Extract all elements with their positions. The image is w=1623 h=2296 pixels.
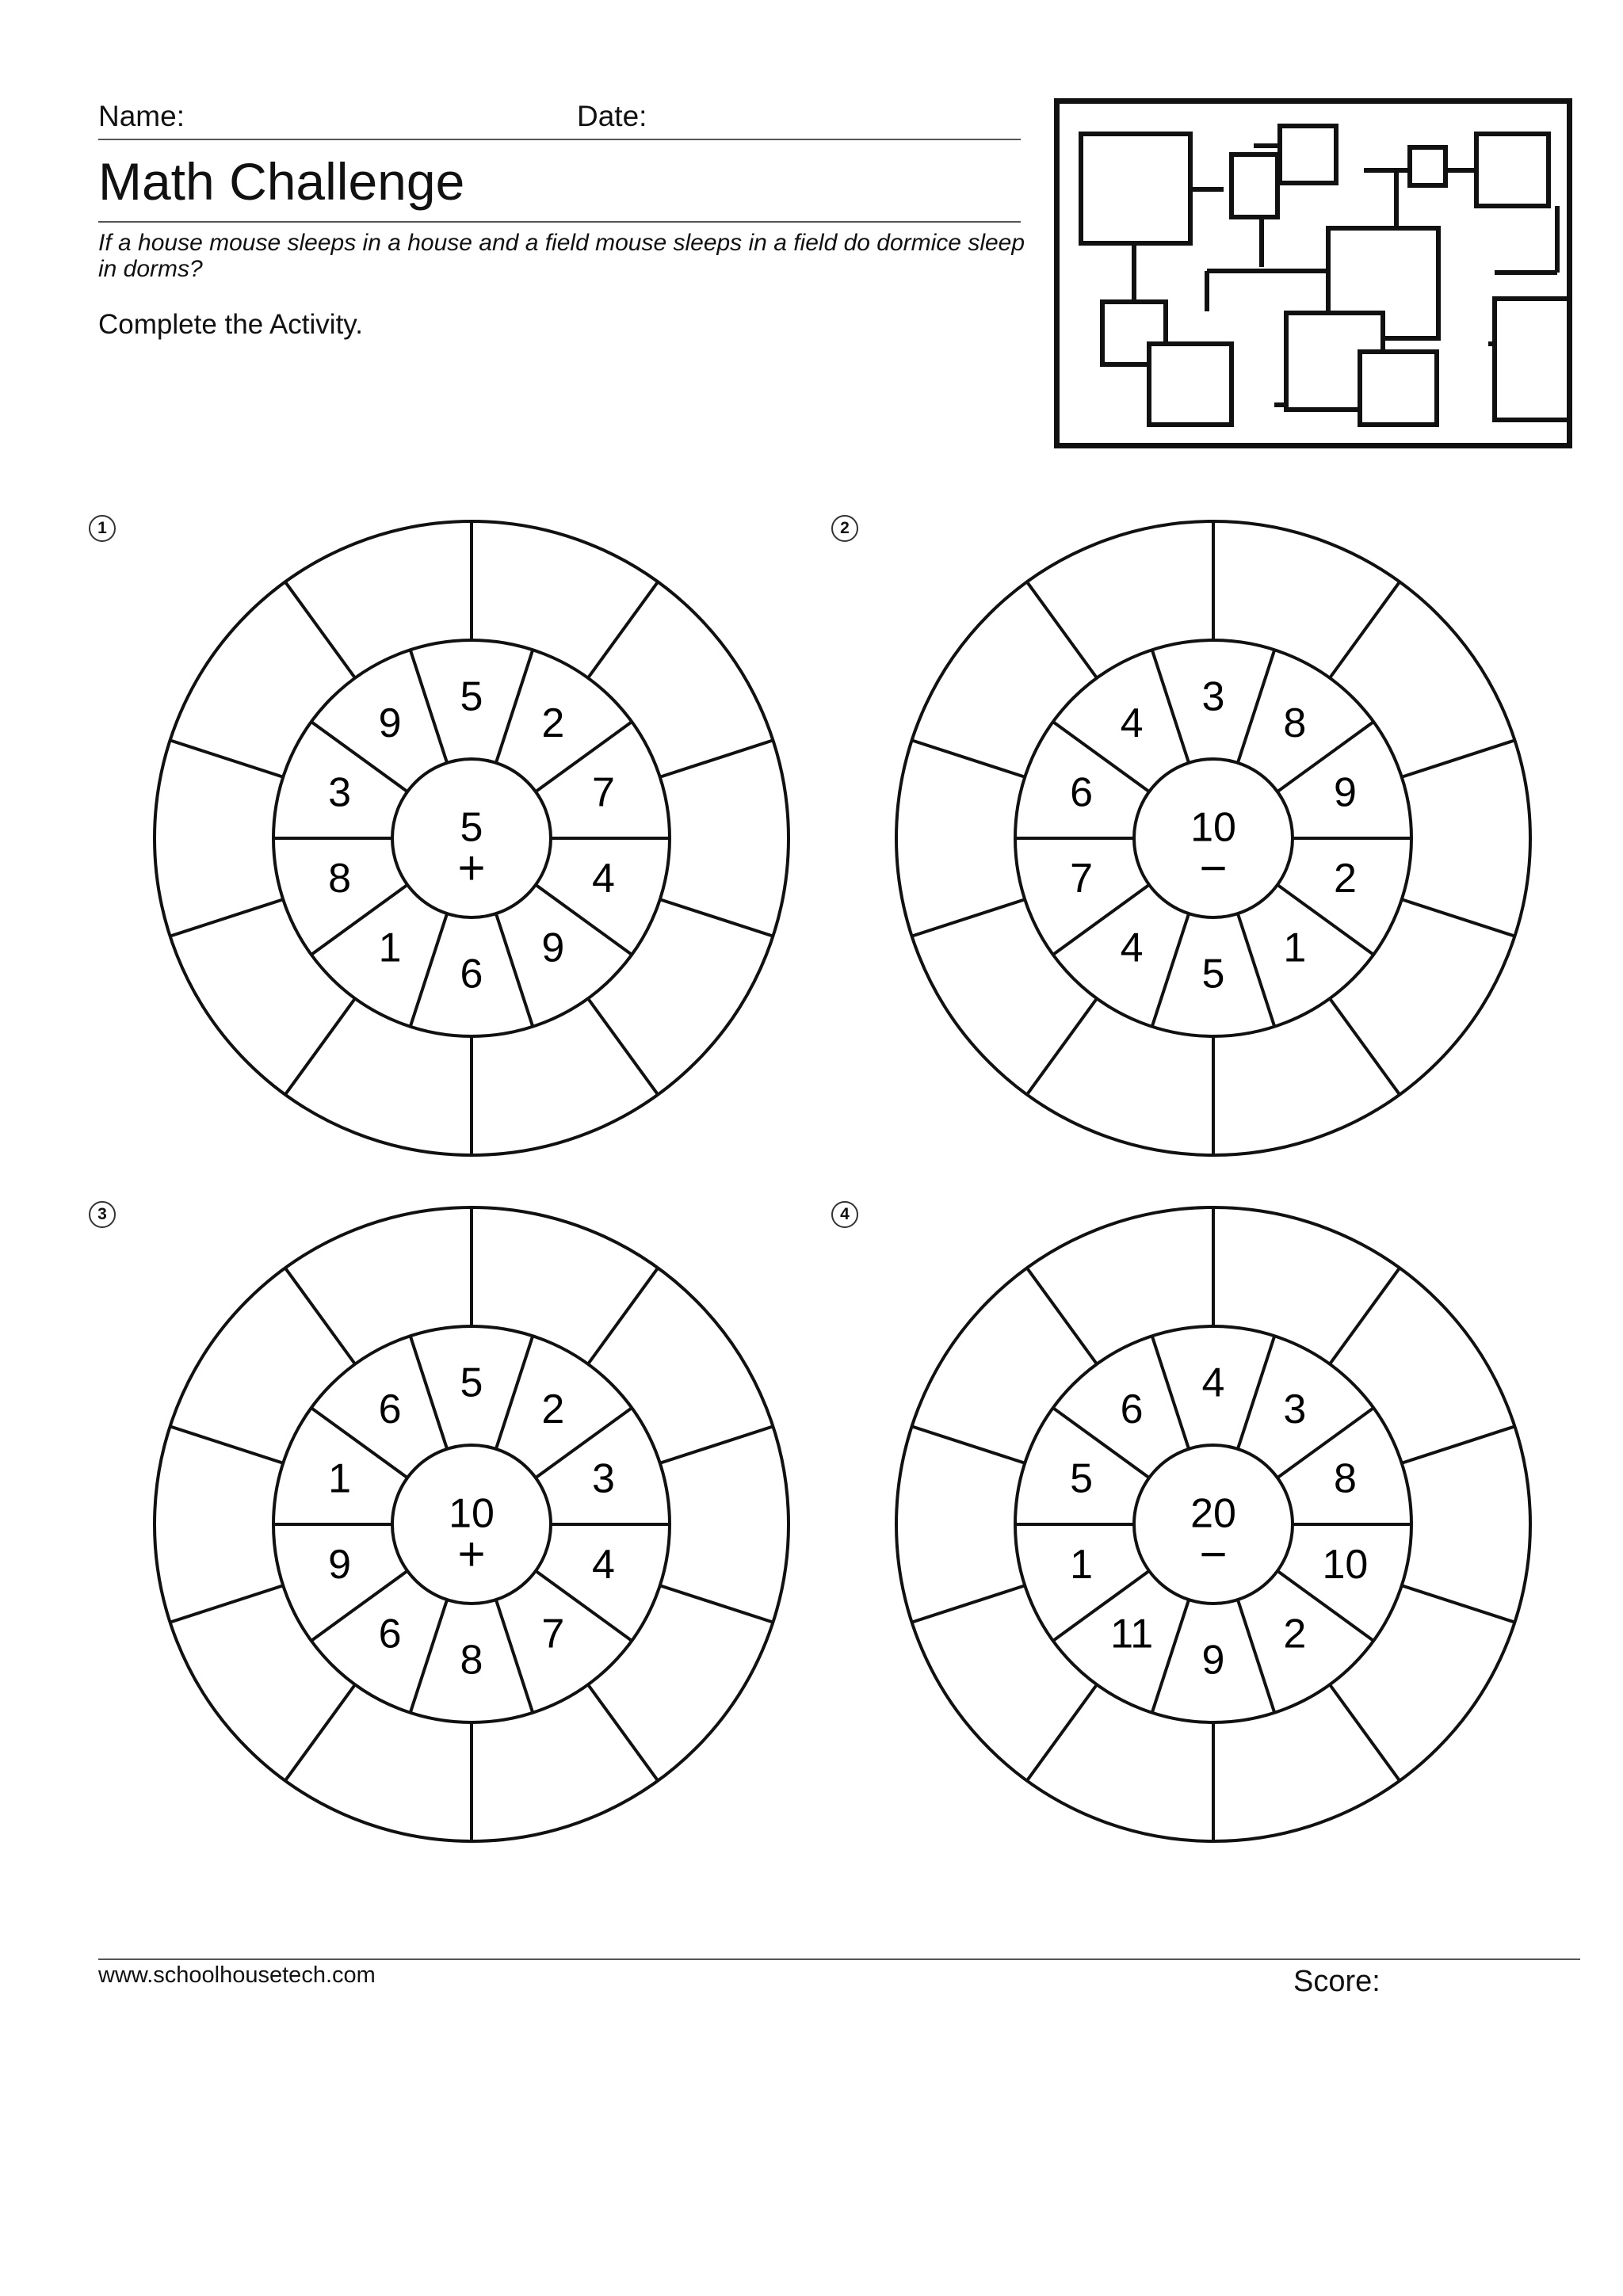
inner-number: 3 xyxy=(1283,1386,1307,1433)
answer-cell[interactable] xyxy=(1249,550,1336,637)
outer-spoke xyxy=(170,740,284,776)
outer-spoke xyxy=(660,899,773,936)
answer-cell[interactable] xyxy=(961,946,1048,1033)
inner-number: 6 xyxy=(378,1386,402,1433)
number-wheel-3 xyxy=(147,1199,796,1849)
center-value: 10 xyxy=(449,1490,495,1537)
center-value: 10 xyxy=(1190,804,1236,851)
instruction-text: Complete the Activity. xyxy=(98,309,363,340)
outer-spoke xyxy=(912,1585,1025,1622)
operator-symbol: − xyxy=(1199,841,1228,894)
outer-spoke xyxy=(912,740,1025,776)
inner-spoke xyxy=(411,650,447,763)
answer-cell[interactable] xyxy=(636,643,724,730)
inner-number: 4 xyxy=(591,855,615,902)
inner-number: 9 xyxy=(1201,1637,1225,1684)
inner-number: 9 xyxy=(1333,769,1357,816)
footer-url: www.schoolhousetech.com xyxy=(98,1962,376,1988)
answer-cell[interactable] xyxy=(685,1481,773,1568)
inner-spoke xyxy=(411,913,447,1027)
answer-cell[interactable] xyxy=(636,1329,724,1417)
inner-spoke xyxy=(496,1336,533,1449)
problem-number: 4 xyxy=(831,1201,858,1228)
inner-spoke xyxy=(1152,913,1189,1027)
operator-symbol: − xyxy=(1199,1527,1228,1581)
answer-cell[interactable] xyxy=(685,795,773,882)
inner-spoke xyxy=(496,913,533,1027)
outer-spoke xyxy=(170,899,284,936)
date-label: Date: xyxy=(577,100,647,132)
outer-spoke xyxy=(170,1426,284,1463)
inner-number: 3 xyxy=(328,769,352,816)
answer-cell[interactable] xyxy=(349,550,436,637)
answer-cell[interactable] xyxy=(1090,1726,1178,1813)
center-value: 5 xyxy=(460,804,483,851)
answer-cell[interactable] xyxy=(507,1726,594,1813)
inner-spoke xyxy=(496,650,533,763)
title-divider xyxy=(98,221,1021,223)
inner-number: 11 xyxy=(1110,1611,1154,1657)
center-value: 20 xyxy=(1190,1490,1236,1537)
answer-cell[interactable] xyxy=(636,946,724,1033)
number-wheel-1 xyxy=(147,513,796,1163)
answer-cell[interactable] xyxy=(507,1039,594,1127)
answer-cell[interactable] xyxy=(912,795,999,882)
score-label: Score: xyxy=(1293,1965,1381,1998)
answer-cell[interactable] xyxy=(349,1039,436,1127)
answer-cell[interactable] xyxy=(507,550,594,637)
quote-text: If a house mouse sleeps in a house and a field mouse sleeps in a field do dormice sleep in dorms? xyxy=(98,230,1025,282)
inner-number: 3 xyxy=(591,1455,615,1502)
outer-spoke xyxy=(912,1426,1025,1463)
inner-number: 2 xyxy=(541,1386,565,1433)
outer-spoke xyxy=(660,740,773,776)
answer-cell[interactable] xyxy=(349,1726,436,1813)
number-wheel-4 xyxy=(888,1199,1538,1849)
logo xyxy=(1054,98,1572,448)
inner-number: 1 xyxy=(1283,925,1307,971)
answer-cell[interactable] xyxy=(961,1632,1048,1719)
inner-number: 8 xyxy=(1283,700,1307,747)
inner-number: 5 xyxy=(1070,1455,1094,1502)
outer-spoke xyxy=(912,899,1025,936)
inner-number: 2 xyxy=(1283,1611,1307,1657)
inner-number: 7 xyxy=(1070,855,1094,902)
inner-number: 5 xyxy=(1201,951,1225,997)
problem-number: 1 xyxy=(89,515,116,542)
answer-cell[interactable] xyxy=(1378,946,1465,1033)
inner-number: 4 xyxy=(591,1541,615,1588)
inner-number: 8 xyxy=(460,1637,483,1684)
answer-cell[interactable] xyxy=(1378,1632,1465,1719)
inner-number: 2 xyxy=(541,700,565,747)
inner-number: 7 xyxy=(591,769,615,816)
inner-spoke xyxy=(1238,1600,1274,1713)
inner-number: 1 xyxy=(328,1455,352,1502)
footer-divider xyxy=(98,1958,1580,1960)
inner-number: 1 xyxy=(378,925,402,971)
inner-spoke xyxy=(1152,650,1189,763)
problem-number: 2 xyxy=(831,515,858,542)
inner-number: 6 xyxy=(1070,769,1094,816)
operator-symbol: + xyxy=(457,841,486,894)
answer-cell[interactable] xyxy=(1378,643,1465,730)
inner-number: 3 xyxy=(1201,673,1225,720)
inner-spoke xyxy=(411,1336,447,1449)
inner-number: 4 xyxy=(1120,700,1144,747)
problem-number: 3 xyxy=(89,1201,116,1228)
operator-symbol: + xyxy=(457,1527,486,1581)
inner-spoke xyxy=(411,1600,447,1713)
page-title: Math Challenge xyxy=(98,152,465,211)
outer-spoke xyxy=(170,1585,284,1622)
inner-number: 9 xyxy=(378,700,402,747)
inner-number: 9 xyxy=(541,925,565,971)
answer-cell[interactable] xyxy=(220,1632,307,1719)
logo-graphic xyxy=(1060,104,1567,443)
inner-spoke xyxy=(496,1600,533,1713)
answer-cell[interactable] xyxy=(1249,1236,1336,1323)
outer-spoke xyxy=(660,1585,773,1622)
answer-cell[interactable] xyxy=(1427,1481,1514,1568)
answer-cell[interactable] xyxy=(349,1236,436,1323)
outer-spoke xyxy=(1402,1426,1515,1463)
inner-number: 7 xyxy=(541,1611,565,1657)
answer-cell[interactable] xyxy=(961,1329,1048,1417)
answer-cell[interactable] xyxy=(912,1481,999,1568)
inner-number: 4 xyxy=(1120,925,1144,971)
answer-cell[interactable] xyxy=(220,643,307,730)
name-date-line[interactable] xyxy=(98,139,1021,140)
inner-spoke xyxy=(1238,913,1274,1027)
inner-number: 5 xyxy=(460,1360,483,1406)
inner-number: 9 xyxy=(328,1541,352,1588)
answer-cell[interactable] xyxy=(1427,795,1514,882)
inner-spoke xyxy=(1238,1336,1274,1449)
answer-cell[interactable] xyxy=(220,946,307,1033)
inner-number: 8 xyxy=(1333,1455,1357,1502)
answer-cell[interactable] xyxy=(170,795,258,882)
inner-number: 5 xyxy=(460,673,483,720)
outer-spoke xyxy=(1402,1585,1515,1622)
answer-cell[interactable] xyxy=(1090,1236,1178,1323)
answer-cell[interactable] xyxy=(1249,1726,1336,1813)
outer-spoke xyxy=(1402,899,1515,936)
inner-spoke xyxy=(1152,1600,1189,1713)
outer-spoke xyxy=(1402,740,1515,776)
answer-cell[interactable] xyxy=(1090,1039,1178,1127)
answer-cell[interactable] xyxy=(507,1236,594,1323)
inner-number: 2 xyxy=(1333,855,1357,902)
inner-number: 1 xyxy=(1070,1541,1094,1588)
inner-spoke xyxy=(1152,1336,1189,1449)
answer-cell[interactable] xyxy=(170,1481,258,1568)
answer-cell[interactable] xyxy=(1378,1329,1465,1417)
answer-cell[interactable] xyxy=(220,1329,307,1417)
inner-spoke xyxy=(1238,650,1274,763)
answer-cell[interactable] xyxy=(961,643,1048,730)
inner-number: 8 xyxy=(328,855,352,902)
inner-number: 6 xyxy=(460,951,483,997)
outer-spoke xyxy=(660,1426,773,1463)
number-wheel-2 xyxy=(888,513,1538,1163)
inner-number: 4 xyxy=(1201,1360,1225,1406)
inner-number: 6 xyxy=(1120,1386,1144,1433)
answer-cell[interactable] xyxy=(1249,1039,1336,1127)
inner-number: 6 xyxy=(378,1611,402,1657)
answer-cell[interactable] xyxy=(636,1632,724,1719)
name-label: Name: xyxy=(98,100,185,132)
answer-cell[interactable] xyxy=(1090,550,1178,637)
inner-number: 10 xyxy=(1322,1541,1369,1588)
